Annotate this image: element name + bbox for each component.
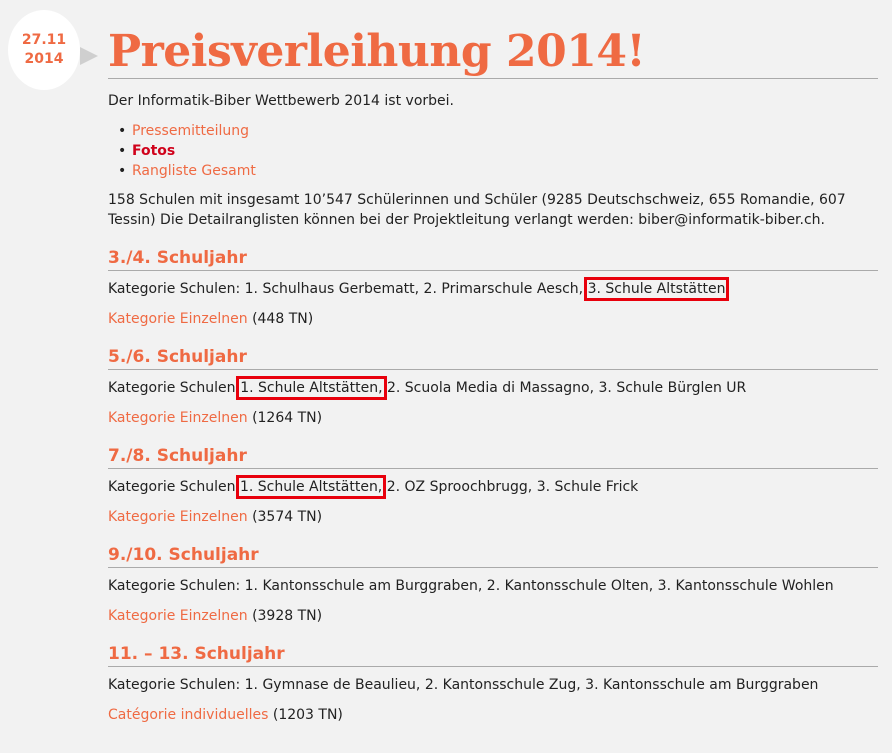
- intro-text: Der Informatik-Biber Wettbewerb 2014 ist vorbei.: [108, 93, 454, 109]
- article-content: [108, 0, 878, 725]
- list-item: [118, 121, 878, 141]
- section-heading-5-6: 5./6. Schuljahr: [108, 345, 878, 370]
- participant-count: (3928 TN): [252, 608, 323, 624]
- kategorie-schulen-11-13: Kategorie Schulen: 1. Gymnase de Beaulieu, 2. Kantonsschule Zug, 3. Kantonsschule am Burggraben: [108, 677, 819, 693]
- kategorie-text: Kategorie Schulen: 1. Schulhaus Gerbematt, 2. Primarschule Aesch,: [108, 281, 584, 297]
- participant-count: (448 TN): [252, 311, 314, 327]
- list-item: [118, 161, 878, 181]
- kategorie-einzelnen-9-10: [108, 606, 878, 626]
- link-pressemitteilung[interactable]: Pressemitteilung: [132, 123, 249, 139]
- kategorie-einzelnen-3-4: [108, 309, 878, 329]
- categorie-individuelles-link[interactable]: Catégorie individuelles: [108, 707, 269, 723]
- date-arrow-icon: [80, 47, 98, 65]
- summary-text: 158 Schulen mit insgesamt 10’547 Schülerinnen und Schüler (9285 Deutschschweiz, 655 Romandie, 607 Tessin) Die Detailranglisten können bei der Projektleitung verlangt werden: biber@informatik-biber.ch.: [108, 192, 846, 228]
- date-day-month: 27.11: [21, 32, 67, 48]
- kategorie-text: 2. Scuola Media di Massagno, 3. Schule Bürglen UR: [386, 380, 747, 396]
- kategorie-schulen-9-10: Kategorie Schulen: 1. Kantonsschule am Burggraben, 2. Kantonsschule Olten, 3. Kantonsschule Wohlen: [108, 578, 834, 594]
- kategorie-text: 2. OZ Sproochbrugg, 3. Schule Frick: [386, 479, 639, 495]
- highlighted-school: 1. Schule Altstätten,: [239, 479, 383, 495]
- link-list: [108, 121, 878, 181]
- kategorie-einzelnen-link[interactable]: Kategorie Einzelnen: [108, 311, 248, 327]
- kategorie-einzelnen-link[interactable]: Kategorie Einzelnen: [108, 509, 248, 525]
- kategorie-einzelnen-5-6: [108, 408, 878, 428]
- categorie-individuelles-11-13: [108, 705, 878, 725]
- section-heading-11-13: 11. – 13. Schuljahr: [108, 642, 878, 667]
- participant-count: (3574 TN): [252, 509, 323, 525]
- kategorie-schulen-7-8: [108, 477, 878, 497]
- date-year: 2014: [24, 51, 64, 67]
- page-title: Preisverleihung 2014!: [108, 26, 878, 79]
- section-heading-9-10: 9./10. Schuljahr: [108, 543, 878, 568]
- highlighted-school: 1. Schule Altstätten,: [240, 380, 383, 396]
- highlighted-school: 3. Schule Altstätten: [587, 281, 726, 297]
- kategorie-schulen-3-4: [108, 279, 878, 299]
- kategorie-einzelnen-link[interactable]: Kategorie Einzelnen: [108, 410, 248, 426]
- kategorie-text: Kategorie Schulen:: [108, 380, 241, 396]
- date-badge: [8, 10, 80, 90]
- link-rangliste-gesamt[interactable]: Rangliste Gesamt: [132, 163, 256, 179]
- kategorie-schulen-5-6: [108, 378, 878, 398]
- kategorie-text: Kategorie Schulen: [108, 479, 236, 495]
- participant-count: (1203 TN): [272, 707, 343, 723]
- link-fotos[interactable]: Fotos: [132, 143, 176, 159]
- participant-count: (1264 TN): [252, 410, 323, 426]
- kategorie-einzelnen-link[interactable]: Kategorie Einzelnen: [108, 608, 248, 624]
- section-heading-3-4: 3./4. Schuljahr: [108, 246, 878, 271]
- section-heading-7-8: 7./8. Schuljahr: [108, 444, 878, 469]
- kategorie-einzelnen-7-8: [108, 507, 878, 527]
- list-item: [118, 141, 878, 161]
